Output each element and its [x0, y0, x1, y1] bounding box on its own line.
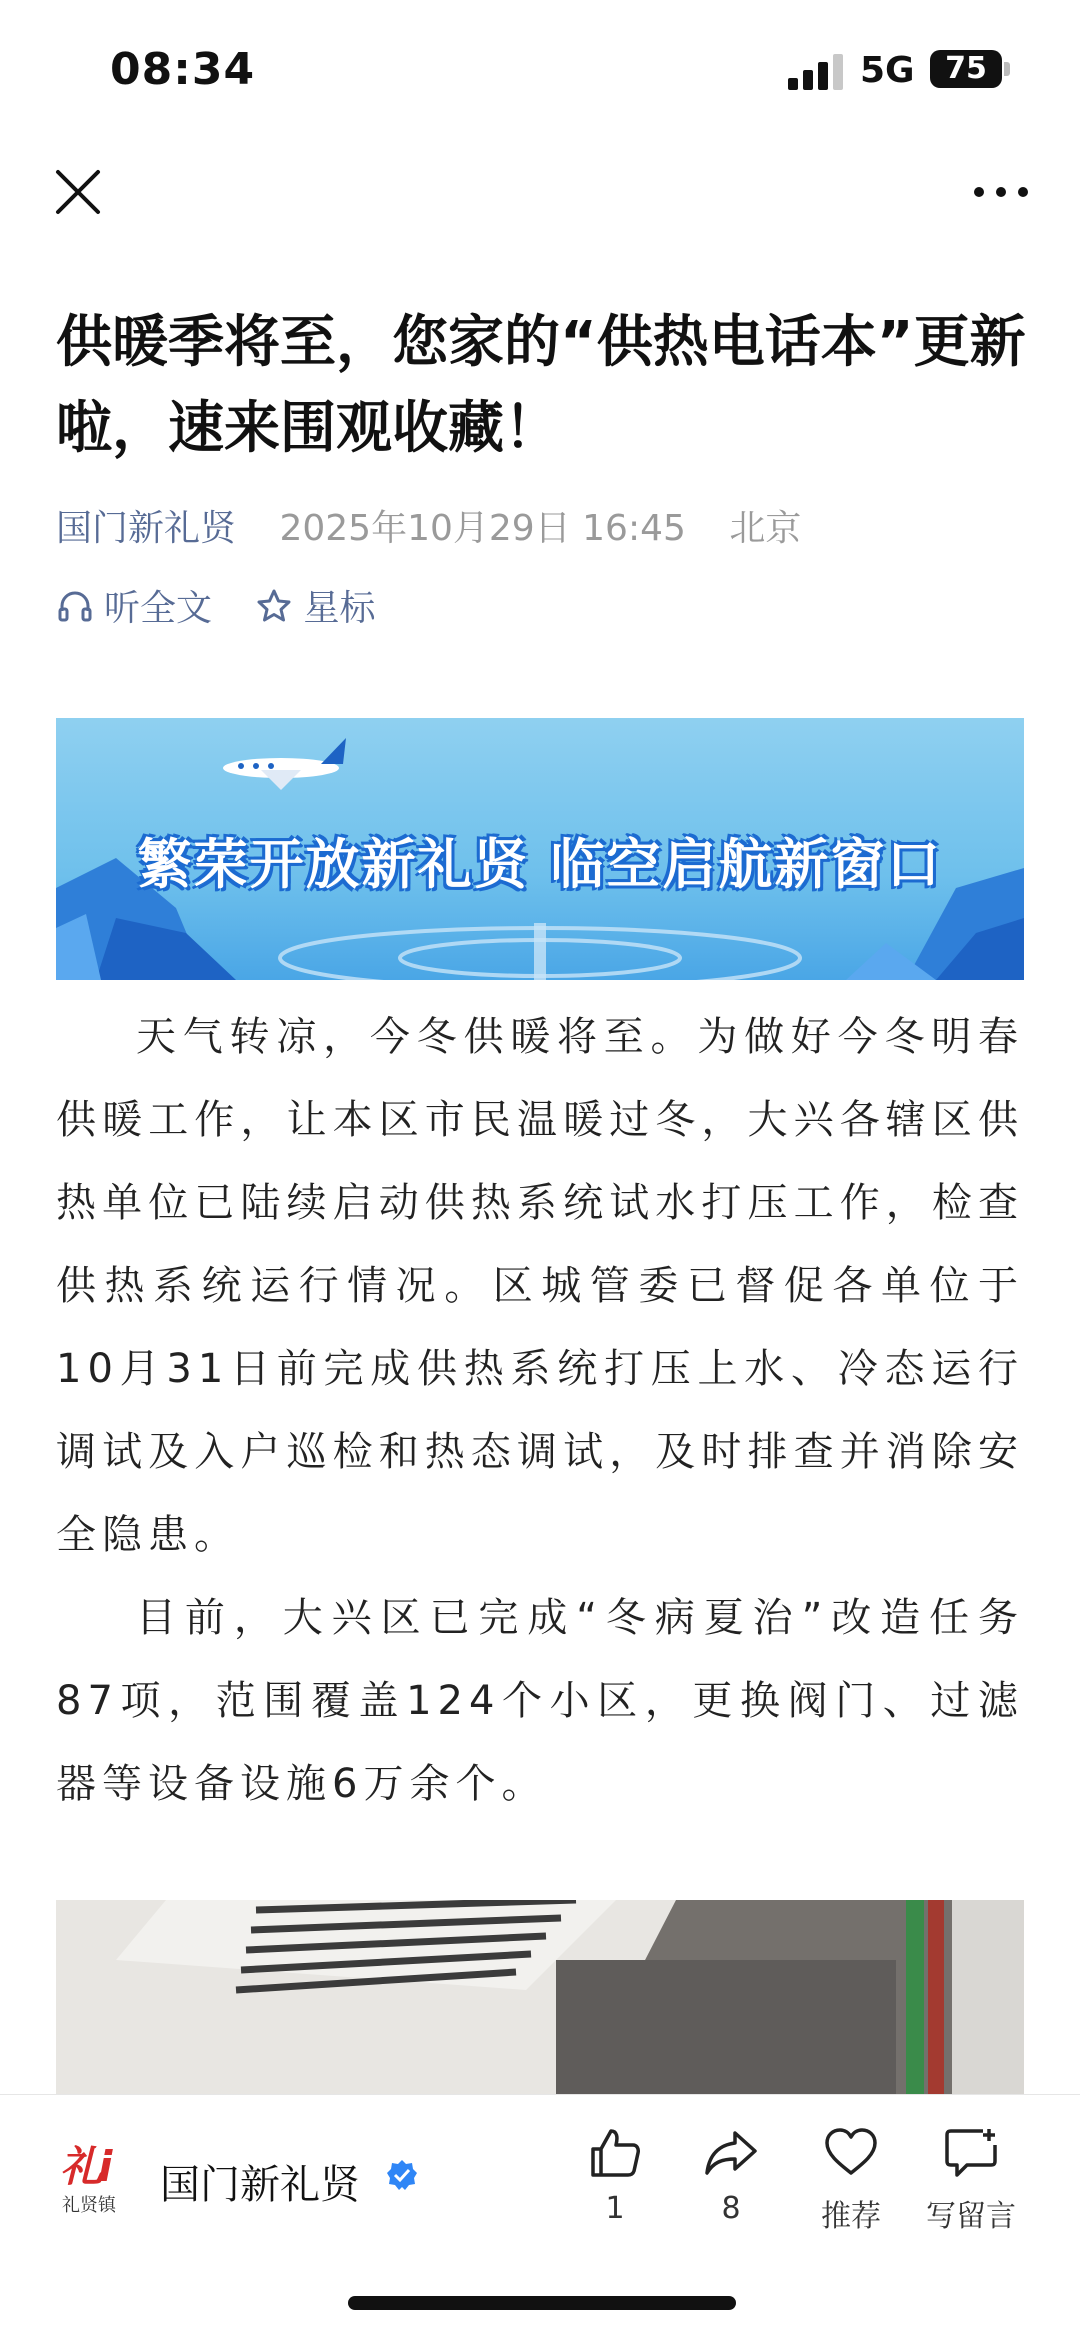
article-actions: [56, 580, 407, 634]
more-button[interactable]: [970, 172, 1032, 212]
comment-label: 写留言: [926, 2199, 1016, 2234]
headphones-icon: [56, 587, 94, 625]
thumbs-up-icon: [587, 2125, 643, 2181]
listen-button[interactable]: [56, 580, 212, 631]
paragraph: 目前，大兴区已完成“冬病夏治”改造任务87项，范围覆盖124个小区，更换阀门、过滤器等设备设施6万余个。: [56, 1595, 1024, 1807]
heart-icon: [823, 2125, 879, 2181]
star-button[interactable]: [255, 580, 375, 631]
comment-button[interactable]: [916, 2125, 1026, 2235]
listen-label: 听全文: [104, 588, 213, 629]
paragraph: 天气转凉，今冬供暖将至。为做好今冬明春供暖工作，让本区市民温暖过冬，大兴各辖区供热单位已陆续启动供热系统试水打压工作，检查供热系统运行情况。区城管委已督促各单位于10月31日前完成供热系统打压上水、冷态运行调试及入户巡检和热态调试，及时排查并消除安全隐患。: [56, 1014, 1024, 1558]
comment-icon: [943, 2125, 999, 2181]
close-icon: [52, 166, 104, 218]
account-logo[interactable]: [56, 2137, 136, 2217]
battery-level: 75: [945, 51, 987, 86]
svg-text:礼贤镇: 礼贤镇: [62, 2195, 116, 2216]
banner-image: [56, 718, 1024, 980]
close-button[interactable]: [52, 166, 104, 218]
article-photo[interactable]: [56, 1900, 1024, 2094]
svg-text:礼: 礼: [60, 2142, 103, 2191]
article-title: 供暖季将至，您家的“供热电话本”更新啦，速来围观收藏！: [56, 310, 1026, 461]
banner-text: 繁荣开放新礼贤 临空启航新窗口: [137, 833, 943, 896]
svg-text:i: i: [98, 2142, 113, 2191]
home-indicator[interactable]: [348, 2296, 736, 2310]
share-count: 8: [721, 2191, 741, 2226]
status-time: 08:34: [110, 44, 256, 95]
publish-location: 北京: [729, 508, 802, 549]
verified-icon: [386, 2159, 418, 2191]
star-label: 星标: [303, 588, 376, 629]
share-icon: [703, 2125, 759, 2181]
article-meta: [56, 500, 801, 551]
like-button[interactable]: [560, 2125, 670, 2226]
like-count: 1: [605, 2191, 625, 2226]
recommend-label: 推荐: [821, 2199, 881, 2234]
recommend-button[interactable]: [796, 2125, 906, 2235]
share-button[interactable]: [676, 2125, 786, 2226]
star-icon: [255, 587, 293, 625]
status-bar: [0, 0, 1080, 140]
account-name[interactable]: 国门新礼贤: [160, 2162, 360, 2208]
signal-icon: [788, 54, 844, 90]
battery-icon: [930, 50, 1002, 88]
network-type: 5G: [860, 50, 915, 91]
publish-date: 2025年10月29日 16:45: [279, 508, 686, 549]
article-body: [56, 996, 1024, 1826]
author-link[interactable]: 国门新礼贤: [56, 508, 237, 549]
more-icon: [970, 172, 1032, 212]
